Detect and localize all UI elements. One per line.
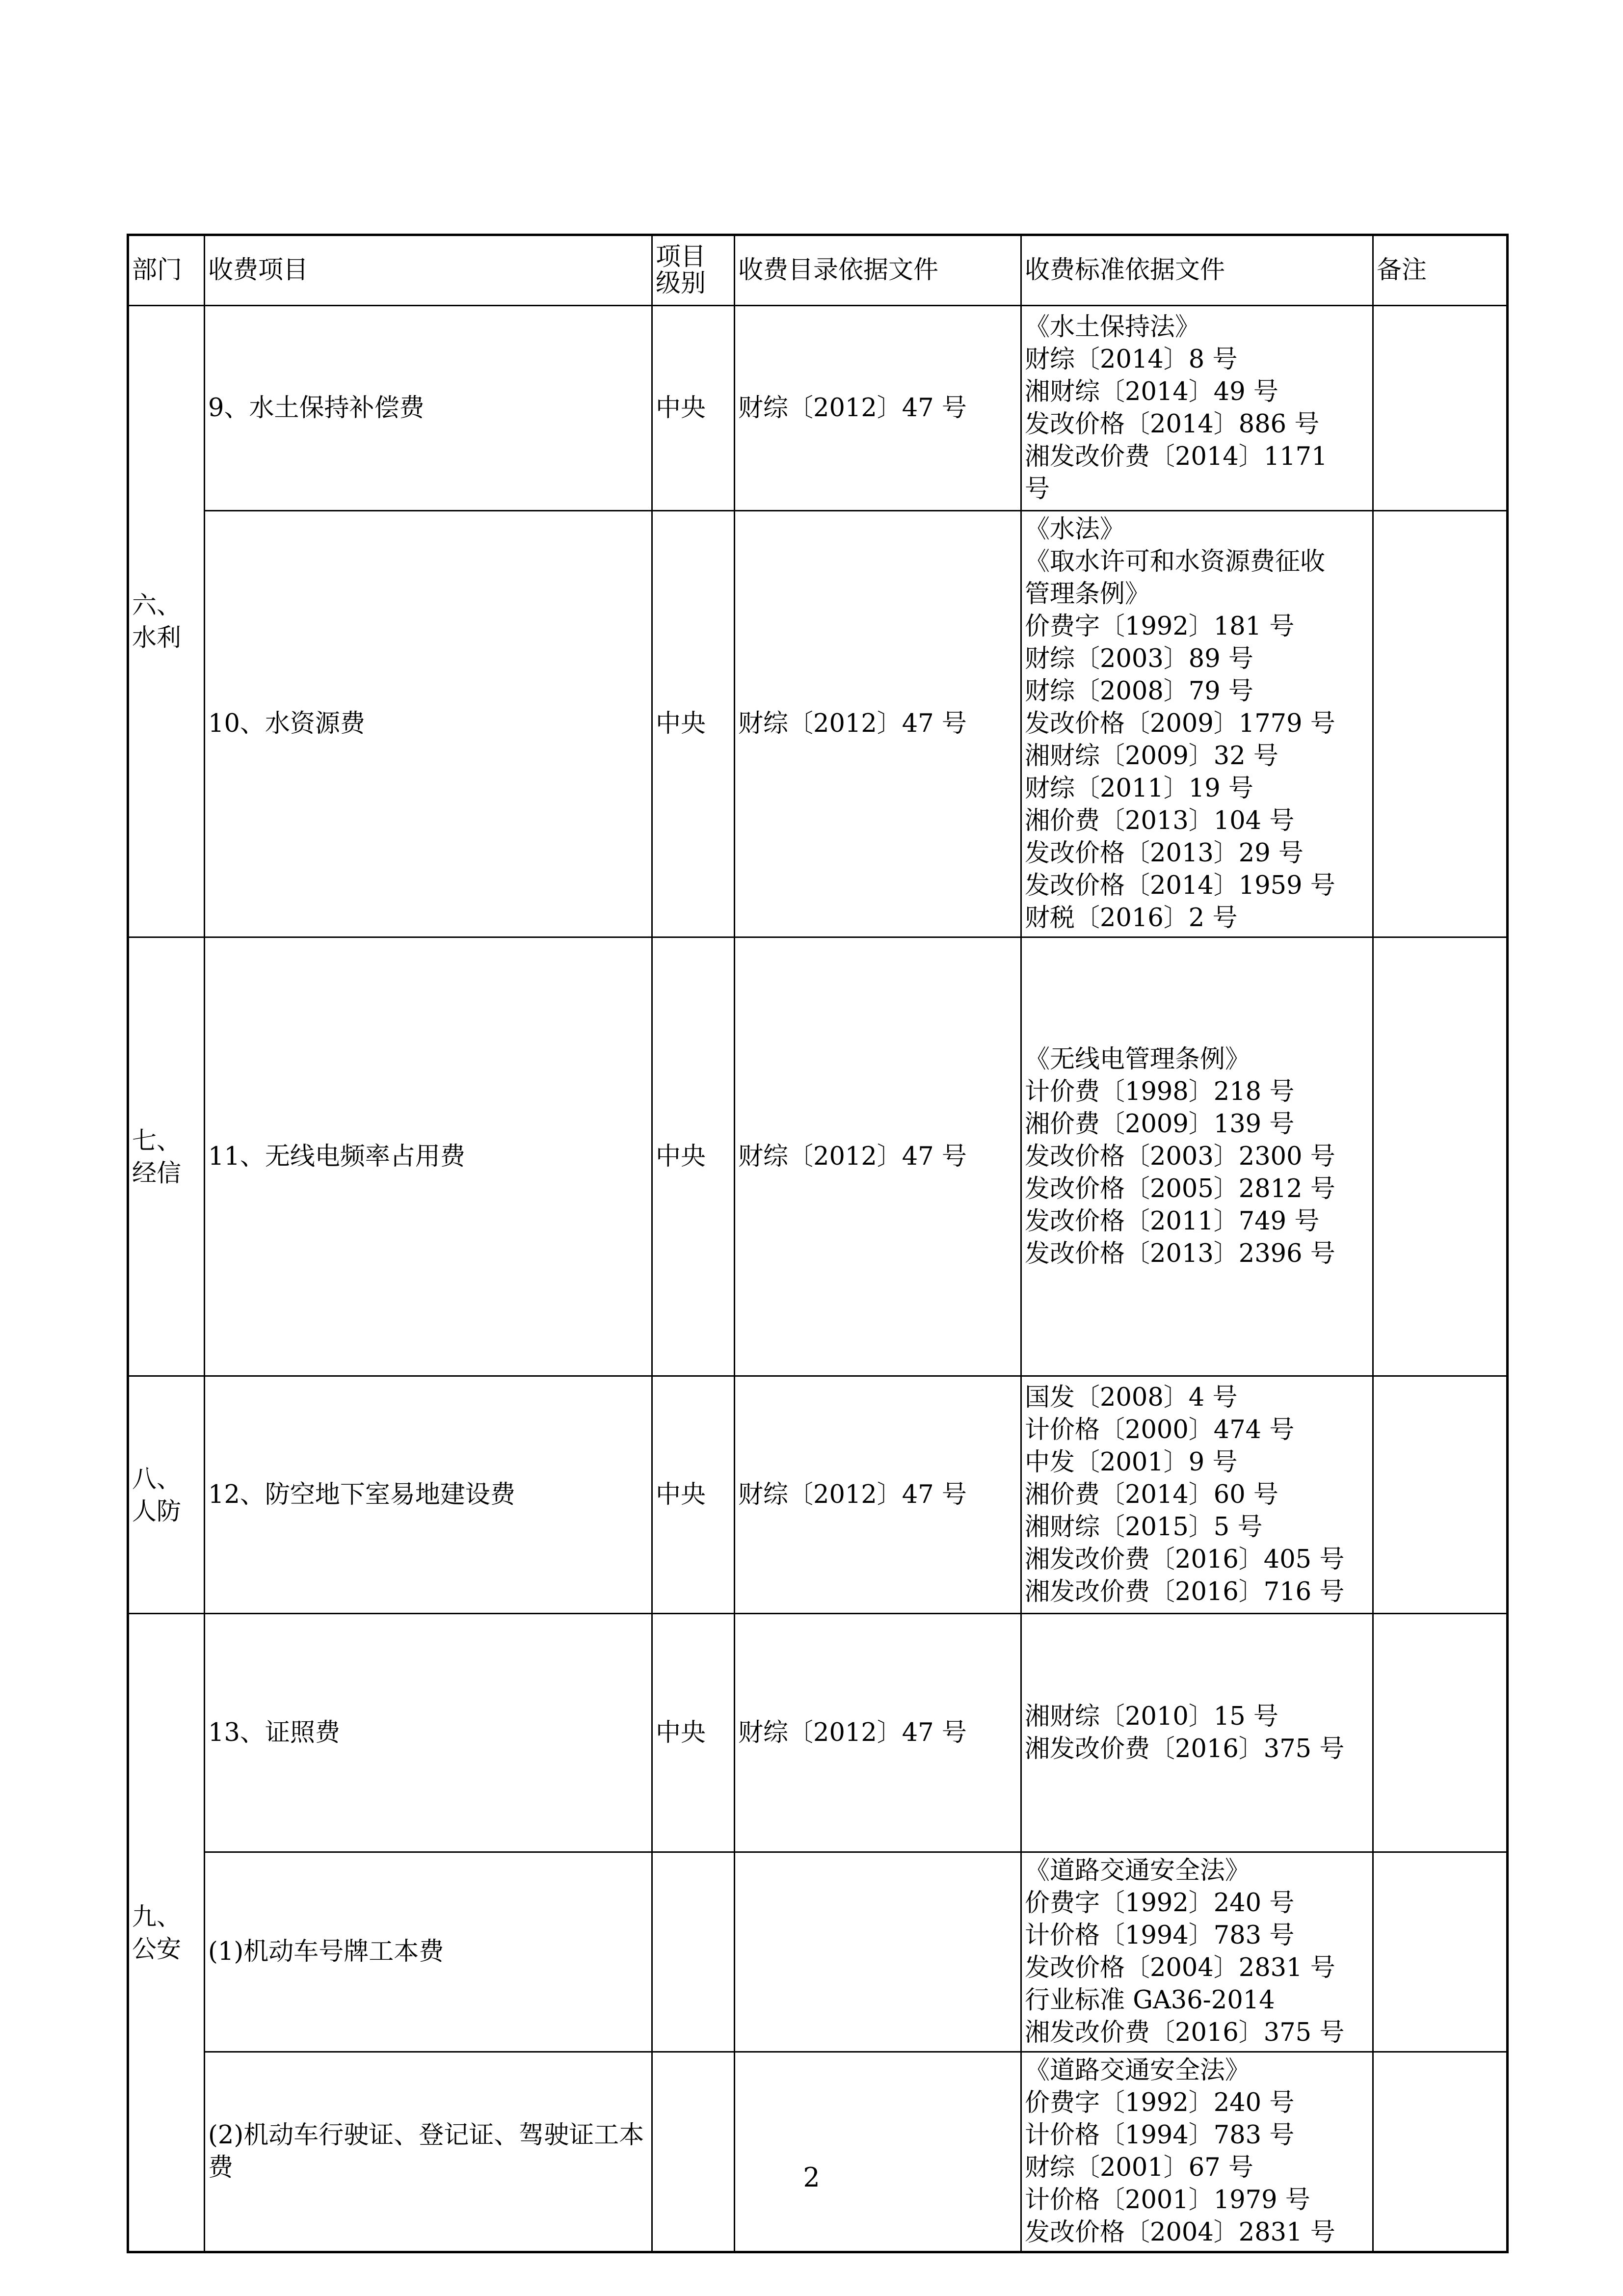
standard-basis-line: 财综〔2001〕67 号 (1025, 2153, 1253, 2182)
standard-basis-line: 发改价格〔2004〕2831 号 (1025, 2218, 1335, 2247)
standard-basis-line: 湘发改价费〔2016〕375 号 (1025, 1734, 1345, 1763)
fee-table-body (128, 306, 1508, 2252)
standard-basis-line: 发改价格〔2013〕29 号 (1025, 839, 1304, 868)
page-number: 2 (803, 2162, 820, 2193)
remark-cell (1373, 1852, 1508, 2052)
standard-basis-line: 湘价费〔2014〕60 号 (1025, 1480, 1278, 1509)
header-level: 项目 级别 (652, 235, 735, 306)
level-cell (652, 1852, 735, 2052)
header-catalog-basis: 收费目录依据文件 (735, 235, 1021, 306)
standard-basis-line: 发改价格〔2011〕749 号 (1025, 1206, 1320, 1236)
catalog-basis-cell: 财综〔2012〕47 号 (735, 937, 1021, 1376)
catalog-basis-cell: 财综〔2012〕47 号 (735, 306, 1021, 511)
standard-basis-line: 《无线电管理条例》 (1025, 1044, 1251, 1074)
dept-cell: 七、 经信 (128, 937, 205, 1376)
catalog-basis-cell: 财综〔2012〕47 号 (735, 1376, 1021, 1614)
header-standard-basis: 收费标准依据文件 (1021, 235, 1373, 306)
standard-basis-line: 计价费〔1998〕218 号 (1025, 1077, 1295, 1106)
item-cell: 10、水资源费 (205, 511, 652, 937)
standard-basis-line: 财综〔2003〕89 号 (1025, 644, 1253, 673)
standard-basis-line: 湘财综〔2015〕5 号 (1025, 1512, 1263, 1542)
standard-basis-line: 价费字〔1992〕240 号 (1025, 2088, 1295, 2117)
standard-basis-line: 财税〔2016〕2 号 (1025, 904, 1238, 933)
standard-basis-line: 湘发改价费〔2016〕375 号 (1025, 2018, 1345, 2047)
table-row (128, 306, 1508, 511)
fee-table (127, 234, 1509, 2253)
dept-cell: 九、 公安 (128, 1614, 205, 2252)
level-cell: 中央 (652, 1614, 735, 1852)
standard-basis-cell (1021, 1376, 1373, 1614)
header-dept: 部门 (128, 235, 205, 306)
remark-cell (1373, 1614, 1508, 1852)
header-item: 收费项目 (205, 235, 652, 306)
standard-basis-line: 湘财综〔2010〕15 号 (1025, 1702, 1278, 1731)
remark-cell (1373, 937, 1508, 1376)
standard-basis-line: 行业标准 GA36-2014 (1025, 1986, 1275, 2015)
table-row (128, 1852, 1508, 2052)
standard-basis-line: 计价格〔2001〕1979 号 (1025, 2186, 1310, 2215)
standard-basis-line: 号 (1025, 474, 1050, 504)
remark-cell (1373, 306, 1508, 511)
header-remark: 备注 (1373, 235, 1508, 306)
level-cell (652, 2052, 735, 2252)
standard-basis-cell (1021, 306, 1373, 511)
level-cell: 中央 (652, 1376, 735, 1614)
standard-basis-line: 湘价费〔2013〕104 号 (1025, 806, 1295, 835)
remark-cell (1373, 1376, 1508, 1614)
item-cell: 9、水土保持补偿费 (205, 306, 652, 511)
standard-basis-line: 湘财综〔2009〕32 号 (1025, 742, 1278, 771)
standard-basis-line: 中发〔2001〕9 号 (1025, 1447, 1238, 1477)
catalog-basis-cell: 财综〔2012〕47 号 (735, 511, 1021, 937)
standard-basis-line: 发改价格〔2014〕1959 号 (1025, 871, 1335, 900)
standard-basis-line: 发改价格〔2009〕1779 号 (1025, 709, 1335, 738)
level-cell: 中央 (652, 511, 735, 937)
standard-basis-cell (1021, 1852, 1373, 2052)
standard-basis-line: 计价格〔1994〕783 号 (1025, 1921, 1295, 1950)
standard-basis-line: 国发〔2008〕4 号 (1025, 1383, 1238, 1412)
catalog-basis-cell (735, 1852, 1021, 2052)
item-cell: (1)机动车号牌工本费 (205, 1852, 652, 2052)
standard-basis-line: 管理条例》 (1025, 580, 1150, 609)
standard-basis-line: 发改价格〔2014〕886 号 (1025, 409, 1320, 439)
standard-basis-line: 发改价格〔2004〕2831 号 (1025, 1953, 1335, 1982)
standard-basis-line: 湘发改价费〔2014〕1171 (1025, 442, 1328, 471)
standard-basis-line: 财综〔2008〕79 号 (1025, 677, 1253, 706)
table-row (128, 511, 1508, 937)
level-cell: 中央 (652, 937, 735, 1376)
standard-basis-line: 财综〔2011〕19 号 (1025, 774, 1253, 803)
standard-basis-line: 发改价格〔2013〕2396 号 (1025, 1239, 1335, 1268)
standard-basis-line: 湘价费〔2009〕139 号 (1025, 1109, 1295, 1139)
standard-basis-line: 《水法》 (1025, 515, 1125, 544)
standard-basis-line: 计价格〔1994〕783 号 (1025, 2121, 1295, 2150)
standard-basis-line: 计价格〔2000〕474 号 (1025, 1415, 1295, 1444)
catalog-basis-cell: 财综〔2012〕47 号 (735, 1614, 1021, 1852)
standard-basis-line: 湘发改价费〔2016〕405 号 (1025, 1545, 1345, 1574)
standard-basis-line: 《取水许可和水资源费征收 (1025, 547, 1326, 576)
standard-basis-line: 湘财综〔2014〕49 号 (1025, 377, 1278, 406)
standard-basis-line: 《道路交通安全法》 (1025, 1856, 1251, 1885)
table-row (128, 937, 1508, 1376)
remark-cell (1373, 511, 1508, 937)
item-cell: 13、证照费 (205, 1614, 652, 1852)
item-cell: 12、防空地下室易地建设费 (205, 1376, 652, 1614)
standard-basis-line: 发改价格〔2003〕2300 号 (1025, 1142, 1335, 1171)
dept-cell: 六、 水利 (128, 306, 205, 937)
standard-basis-line: 《道路交通安全法》 (1025, 2056, 1251, 2085)
item-cell: (2)机动车行驶证、登记证、驾驶证工本费 (205, 2052, 652, 2252)
level-cell: 中央 (652, 306, 735, 511)
standard-basis-cell (1021, 511, 1373, 937)
standard-basis-cell (1021, 937, 1373, 1376)
fee-table-header (128, 235, 1508, 306)
standard-basis-cell (1021, 1614, 1373, 1852)
remark-cell (1373, 2052, 1508, 2252)
standard-basis-line: 《水土保持法》 (1025, 312, 1200, 342)
catalog-basis-cell (735, 2052, 1021, 2252)
standard-basis-line: 财综〔2014〕8 号 (1025, 345, 1238, 374)
table-row (128, 1376, 1508, 1614)
table-row (128, 1614, 1508, 1852)
table-row (128, 2052, 1508, 2252)
standard-basis-cell (1021, 2052, 1373, 2252)
standard-basis-line: 价费字〔1992〕181 号 (1025, 612, 1295, 641)
standard-basis-line: 价费字〔1992〕240 号 (1025, 1889, 1295, 1918)
item-cell: 11、无线电频率占用费 (205, 937, 652, 1376)
dept-cell: 八、 人防 (128, 1376, 205, 1614)
standard-basis-line: 湘发改价费〔2016〕716 号 (1025, 1577, 1345, 1606)
standard-basis-line: 发改价格〔2005〕2812 号 (1025, 1174, 1335, 1203)
